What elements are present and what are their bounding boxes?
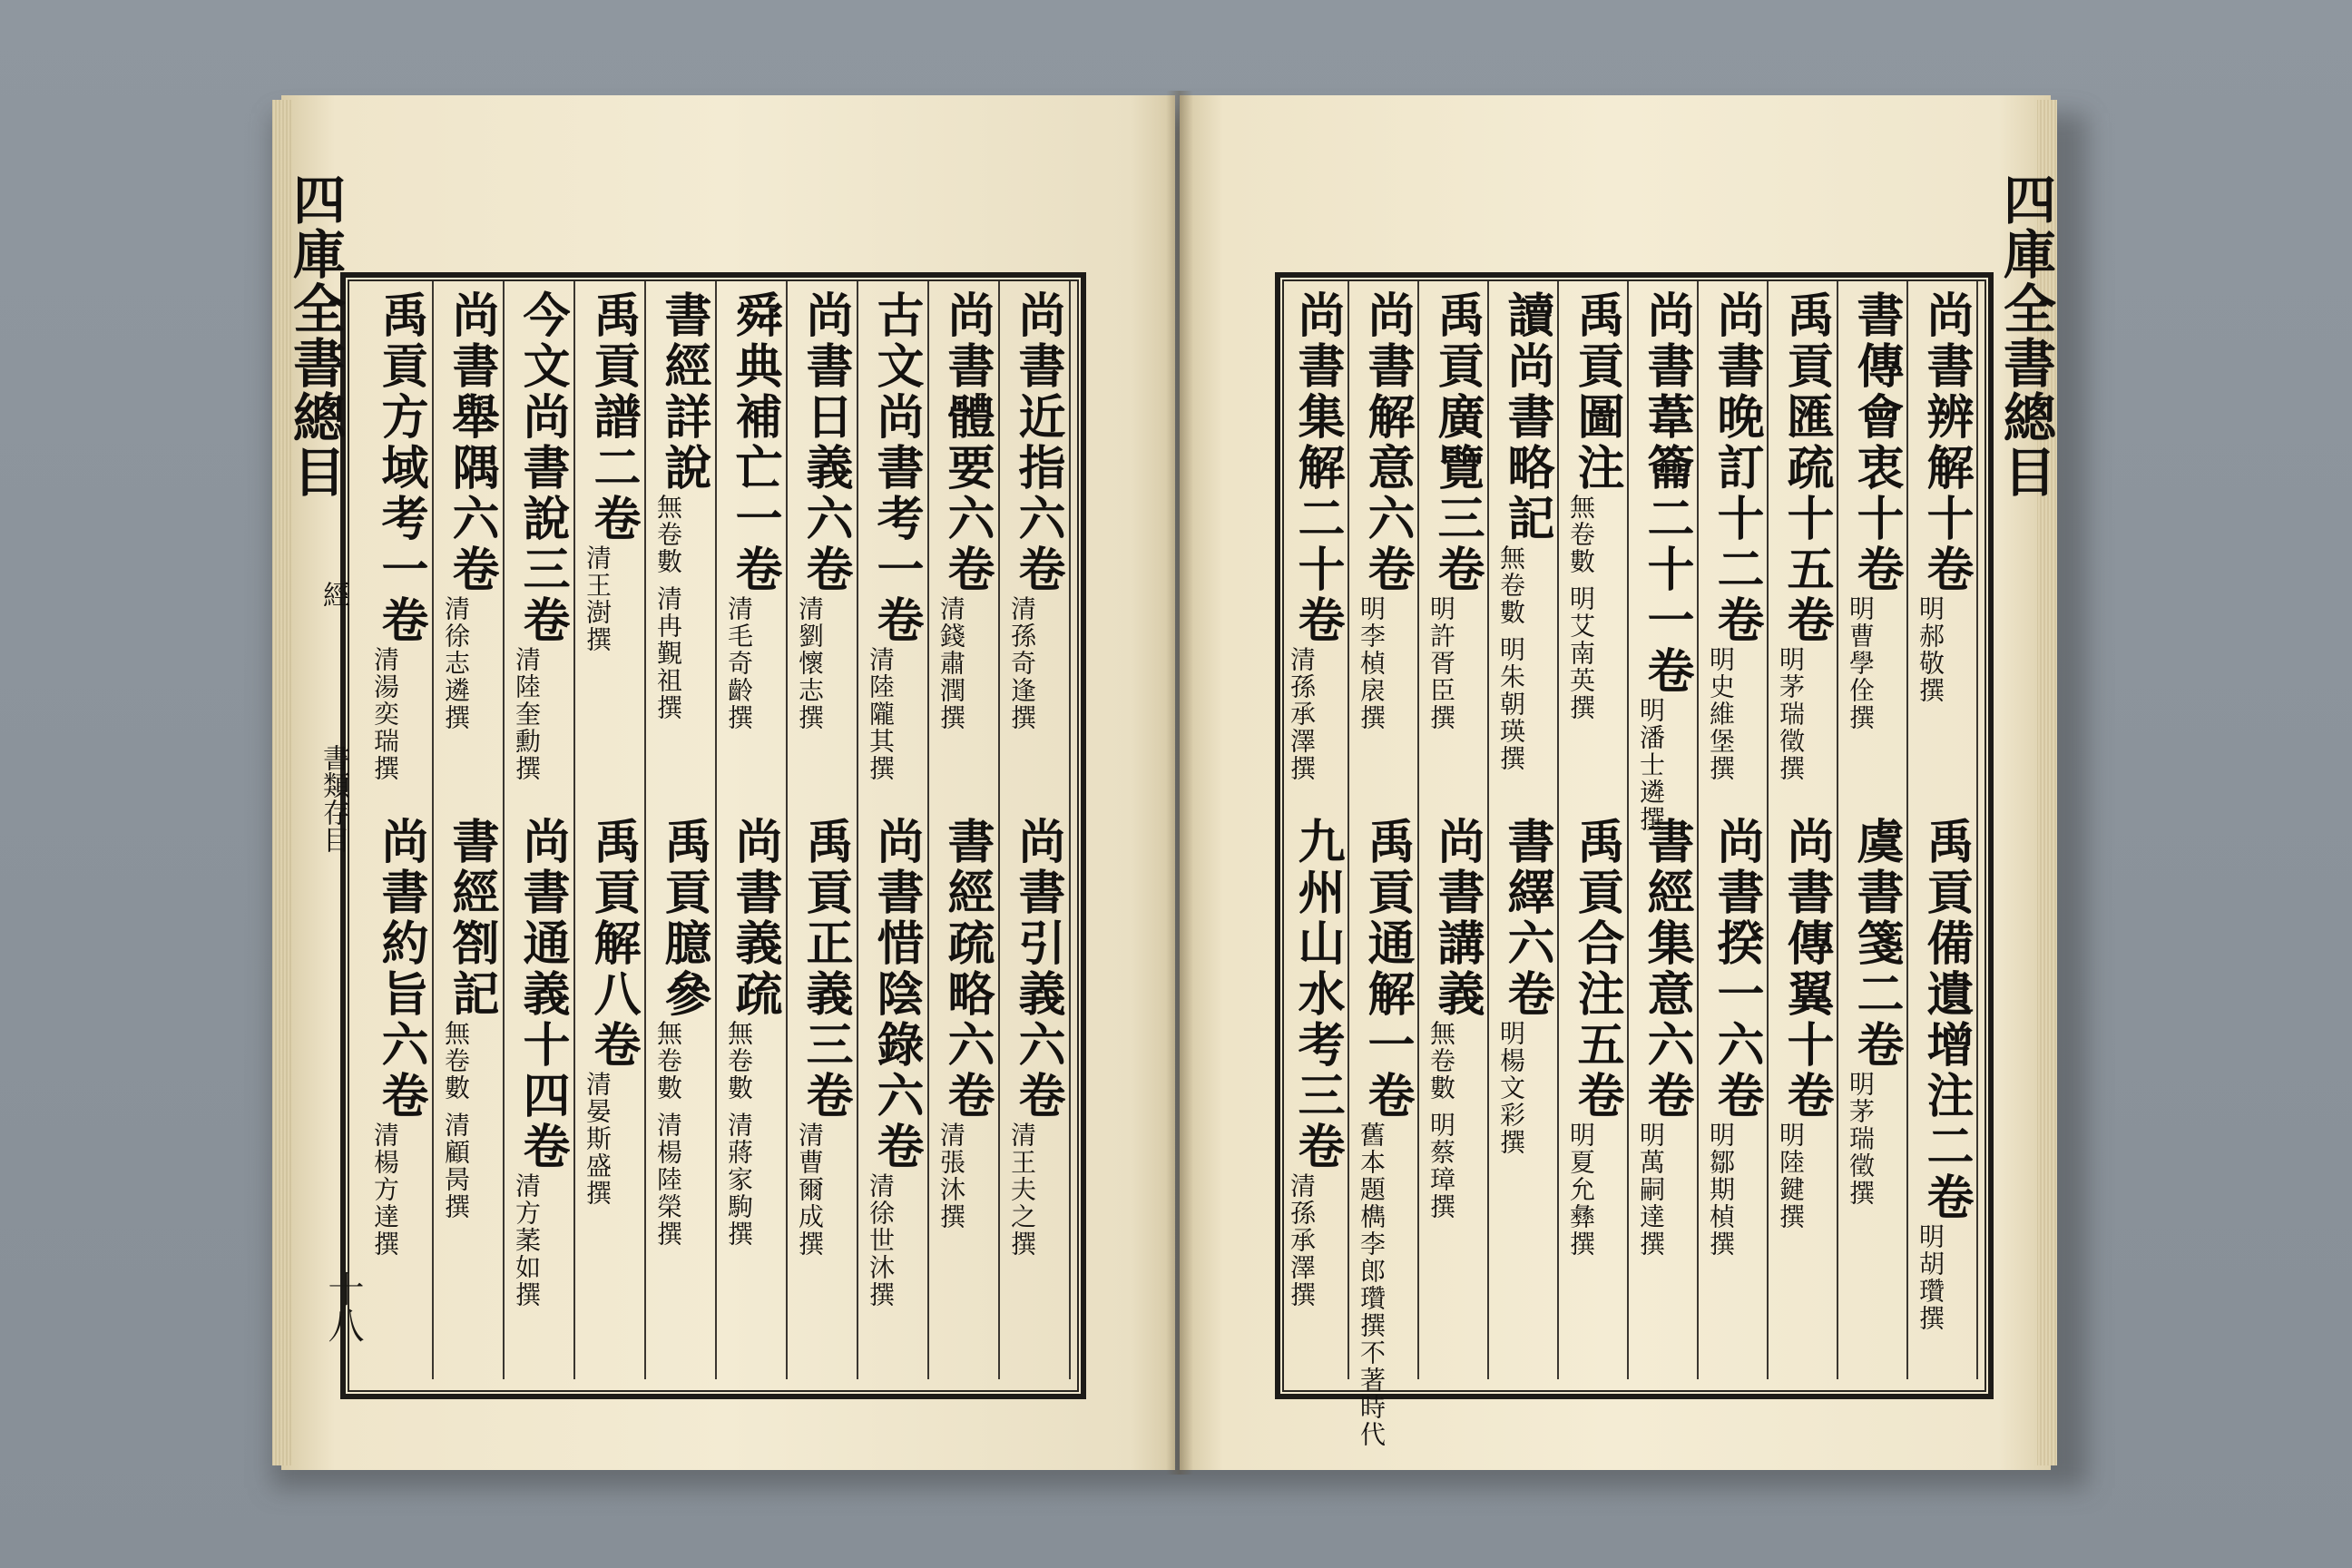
entry-note: 清方葇如撰: [512, 1172, 542, 1308]
text-column: [1699, 281, 1769, 1379]
entry-note: 清孫奇逢撰: [1007, 595, 1037, 731]
entry-note: 明楊文彩撰: [1496, 1020, 1526, 1156]
entry-title: 禹貢廣覽三卷: [1429, 290, 1485, 595]
text-column: [646, 281, 717, 1379]
left-category-label: 書類存目: [318, 744, 349, 853]
text-column: [788, 281, 858, 1379]
text-column: [1279, 281, 1349, 1379]
entry-title: 尚書通義十四卷: [514, 817, 570, 1172]
entry-title: 禹貢臆參: [656, 817, 711, 1020]
entry-title: 禹貢匯疏十五卷: [1779, 290, 1834, 646]
entry-note: 無卷數 清顧昺撰: [441, 1020, 471, 1220]
entry-note: 清徐世沐撰: [866, 1172, 896, 1308]
entry-title: 尚書舉隅六卷: [444, 290, 499, 595]
entry-note: 無卷數 明朱朝瑛撰: [1496, 544, 1526, 772]
entry-note: 清孫承澤撰: [1287, 1172, 1317, 1308]
entry-title: 今文尚書說三卷: [514, 290, 570, 646]
entry-title: 書繹六卷: [1499, 817, 1554, 1020]
entry-note: 清毛奇齡撰: [724, 595, 754, 731]
left-section-label: 經: [318, 581, 349, 608]
entry-note: 明史維堡撰: [1706, 646, 1736, 782]
entry-title: 尚書約旨六卷: [373, 817, 428, 1122]
entry-title: 書傳會衷十卷: [1848, 290, 1904, 595]
entry-note: 無卷數 清楊陸榮撰: [653, 1020, 683, 1248]
text-column: [1559, 281, 1629, 1379]
entry-title: 禹貢合注五卷: [1569, 817, 1624, 1122]
text-column: [929, 281, 1000, 1379]
text-column: [1908, 281, 1978, 1379]
book-gutter: [1166, 91, 1193, 1475]
entry-title: 尚書近指六卷: [1010, 290, 1065, 595]
entry-note: 無卷數 清蔣家駒撰: [724, 1020, 754, 1248]
entry-note: 清王澍撰: [583, 544, 612, 653]
entry-title: 尚書引義六卷: [1010, 817, 1065, 1122]
entry-title: 尚書集解二十卷: [1289, 290, 1345, 646]
text-column: [363, 281, 434, 1379]
entry-title: 書經集意六卷: [1639, 817, 1694, 1122]
text-column: [505, 281, 575, 1379]
entry-note: 無卷數 明蔡璋撰: [1426, 1020, 1456, 1220]
text-column: [1838, 281, 1908, 1379]
entry-title: 禹貢方域考一卷: [373, 290, 428, 646]
entry-title: 尚書辨解十卷: [1918, 290, 1974, 595]
entry-note: 清陸奎勳撰: [512, 646, 542, 782]
entry-note: 清王夫之撰: [1007, 1122, 1037, 1258]
entry-title: 讀尚書略記: [1499, 290, 1554, 544]
entry-note: 明郝敬撰: [1916, 595, 1945, 704]
entry-note: 明李楨扆撰: [1357, 595, 1387, 731]
text-column: [1419, 281, 1489, 1379]
entry-note: 清張沐撰: [936, 1122, 966, 1230]
entry-title: 尚書義疏: [727, 817, 782, 1020]
entry-note: 清徐志遴撰: [441, 595, 471, 731]
entry-note: 清劉懷志撰: [795, 595, 825, 731]
entry-note: 清錢肅潤撰: [936, 595, 966, 731]
text-column: [717, 281, 788, 1379]
entry-note: 無卷數 清冉覲祖撰: [653, 494, 683, 721]
entry-note: 清湯奕瑞撰: [370, 646, 400, 782]
text-column: [1769, 281, 1838, 1379]
entry-title: 禹貢譜二卷: [585, 290, 641, 544]
entry-title: 古文尚書考一卷: [868, 290, 924, 646]
entry-note: 明許胥臣撰: [1426, 595, 1456, 731]
left-folio: 十八: [322, 1270, 364, 1343]
entry-note: 清孫承澤撰: [1287, 646, 1317, 782]
entry-title: 書經劄記: [444, 817, 499, 1020]
entry-note: 明夏允彝撰: [1566, 1122, 1596, 1258]
text-column: [1629, 281, 1699, 1379]
entry-title: 舜典補亡一卷: [727, 290, 782, 595]
entry-note: 明胡瓚撰: [1916, 1223, 1945, 1332]
entry-title: 書經疏略六卷: [939, 817, 995, 1122]
entry-title: 九州山水考三卷: [1289, 817, 1345, 1172]
entry-title: 尚書日義六卷: [798, 290, 853, 595]
entry-title: 禹貢備遺增注二卷: [1918, 817, 1974, 1223]
entry-title: 尚書揆一六卷: [1709, 817, 1764, 1122]
entry-note: 明潘士遴撰: [1636, 697, 1666, 833]
text-column: [858, 281, 929, 1379]
text-column: [434, 281, 505, 1379]
entry-note: 明茅瑞徵撰: [1846, 1071, 1876, 1207]
entry-title: 禹貢解八卷: [585, 817, 641, 1071]
entry-note: 明萬嗣達撰: [1636, 1122, 1666, 1258]
text-column: [575, 281, 646, 1379]
entry-note: 清陸隴其撰: [866, 646, 896, 782]
entry-title: 禹貢通解一卷: [1359, 817, 1415, 1122]
text-column: [1000, 281, 1071, 1379]
text-column: [1489, 281, 1559, 1379]
entry-title: 虞書箋二卷: [1848, 817, 1904, 1071]
right-margin-title: 四庫全書總目: [1994, 172, 2056, 499]
text-column: [1349, 281, 1419, 1448]
entry-title: 尚書解意六卷: [1359, 290, 1415, 595]
entry-title: 禹貢圖注: [1569, 290, 1624, 494]
entry-title: 尚書晚訂十二卷: [1709, 290, 1764, 646]
entry-note: 明茅瑞徵撰: [1776, 646, 1806, 782]
entry-note: 明陸鍵撰: [1776, 1122, 1806, 1230]
entry-note: 明鄒期楨撰: [1706, 1122, 1736, 1258]
entry-title: 尚書惜陰錄六卷: [868, 817, 924, 1172]
entry-note: 無卷數 明艾南英撰: [1566, 494, 1596, 721]
left-margin-title: 四庫全書總目: [284, 172, 346, 499]
entry-title: 尚書講義: [1429, 817, 1485, 1020]
entry-title: 禹貢正義三卷: [798, 817, 853, 1122]
entry-note: 明曹學佺撰: [1846, 595, 1876, 731]
entry-note: 清曹爾成撰: [795, 1122, 825, 1258]
entry-title: 書經詳說: [656, 290, 711, 494]
entry-title: 尚書傳翼十卷: [1779, 817, 1834, 1122]
entry-title: 尚書體要六卷: [939, 290, 995, 595]
entry-note: 清楊方達撰: [370, 1122, 400, 1258]
entry-note: 舊本題檇李郎瓚撰不著時代: [1357, 1122, 1387, 1448]
entry-note: 清晏斯盛撰: [583, 1071, 612, 1207]
entry-title: 尚書葦籥二十一卷: [1639, 290, 1694, 697]
